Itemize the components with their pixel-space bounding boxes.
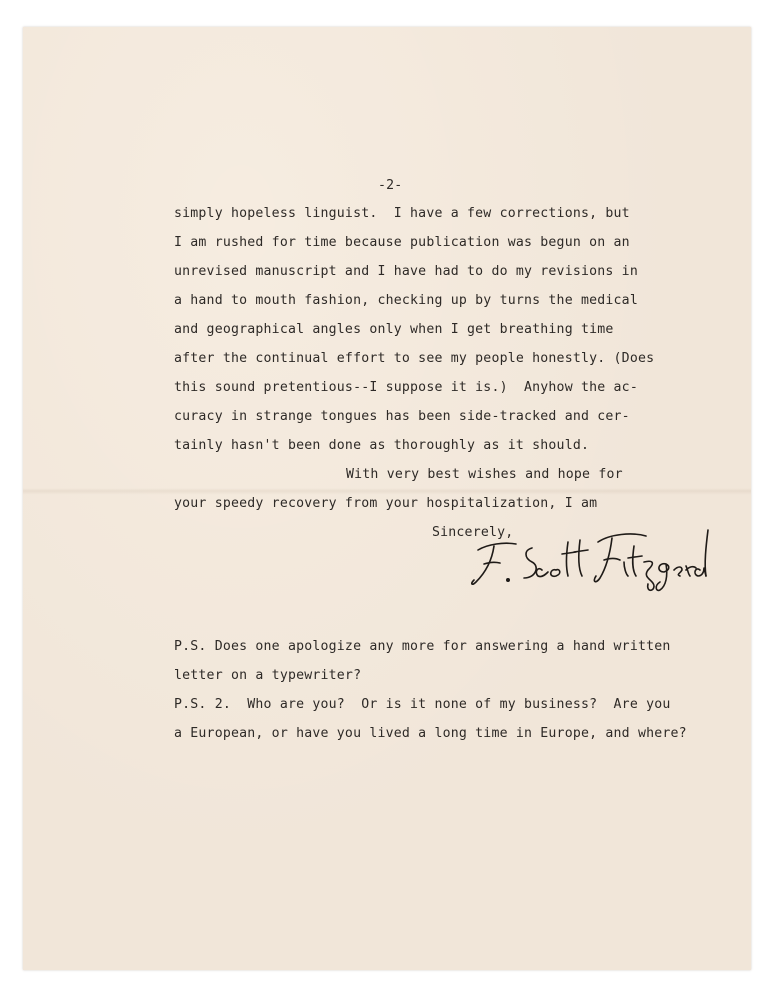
page-number: -2-	[378, 178, 403, 193]
handwritten-signature	[470, 520, 710, 595]
closing-line: With very best wishes and hope for	[346, 467, 623, 482]
valediction: Sincerely,	[432, 525, 514, 540]
body-line: curacy in strange tongues has been side-tracked and cer-	[174, 409, 630, 424]
body-line: simply hopeless linguist. I have a few corrections, but	[174, 206, 630, 221]
postscript-line: letter on a typewriter?	[174, 668, 362, 683]
closing-line: your speedy recovery from your hospitalization, I am	[174, 496, 598, 511]
body-line: unrevised manuscript and I have had to do my revisions in	[174, 264, 638, 279]
postscript-line: P.S. Does one apologize any more for answering a hand written	[174, 639, 671, 654]
body-line: tainly hasn't been done as thoroughly as it should.	[174, 438, 590, 453]
body-line: a hand to mouth fashion, checking up by turns the medical	[174, 293, 638, 308]
body-line: and geographical angles only when I get breathing time	[174, 322, 614, 337]
body-line: this sound pretentious--I suppose it is.) Anyhow the ac-	[174, 380, 638, 395]
postscript-line: a European, or have you lived a long time in Europe, and where?	[174, 726, 687, 741]
body-line: I am rushed for time because publication was begun on an	[174, 235, 630, 250]
body-line: after the continual effort to see my people honestly. (Does	[174, 351, 655, 366]
postscript-line: P.S. 2. Who are you? Or is it none of my business? Are you	[174, 697, 671, 712]
